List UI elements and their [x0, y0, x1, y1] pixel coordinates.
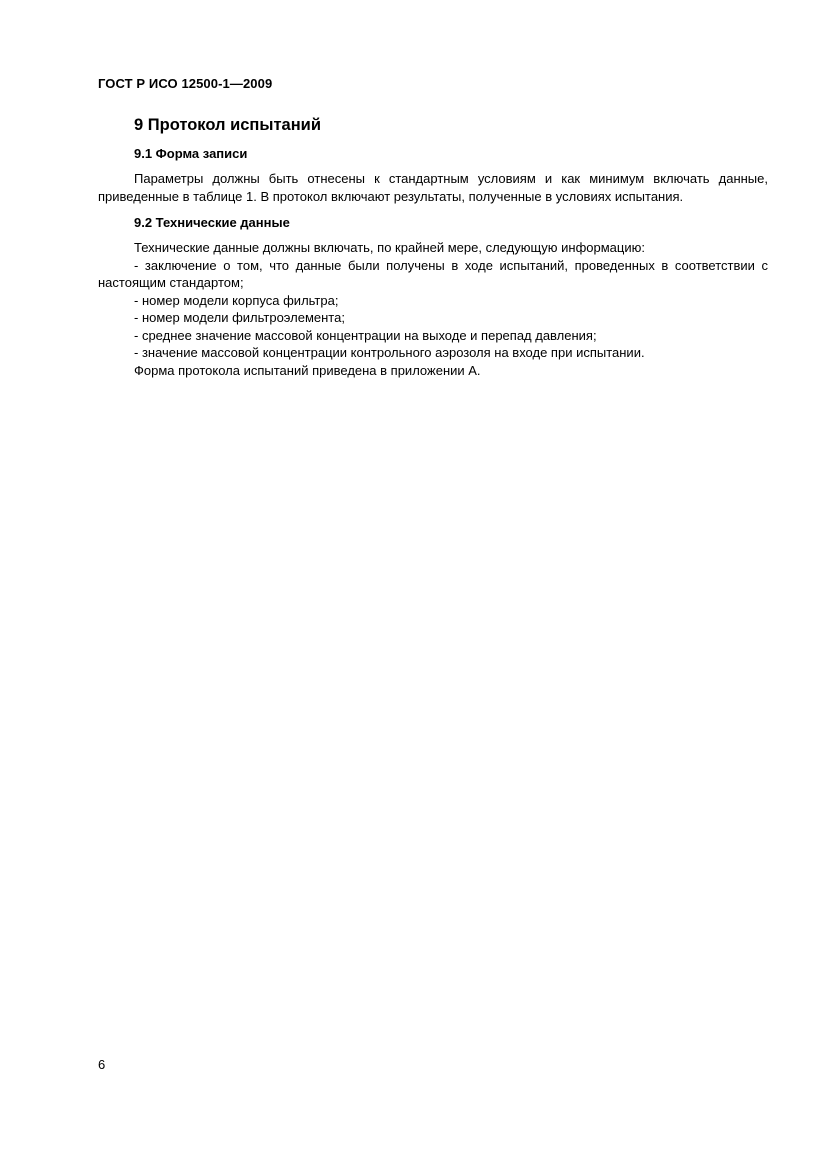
page-content — [98, 114, 768, 379]
document-identifier: ГОСТ Р ИСО 12500-1—2009 — [98, 76, 273, 91]
paragraph-technical-intro: Технические данные должны включать, по крайней мере, следующую информацию: — [134, 240, 645, 255]
paragraph-annex-reference: Форма протокола испытаний приведена в приложении А. — [134, 362, 481, 378]
subsection-title-9-2: 9.2 Технические данные — [134, 215, 290, 230]
list-item-mean-concentration: - среднее значение массовой концентрации на выходе и перепад давления; — [134, 327, 597, 343]
list-item-conclusion: - заключение о том, что данные были получены в ходе испытаний, проведенных в соответствии с настоящим стандартом; — [98, 257, 768, 290]
page-number: 6 — [98, 1057, 106, 1072]
section-title: 9 Протокол испытаний — [134, 116, 321, 134]
paragraph-record-form: Параметры должны быть отнесены к стандартным условиям и как минимум включать данные, приведенные в таблице 1. В протокол включают результаты, полученные в условиях испытания. — [98, 171, 768, 204]
list-item-challenge-concentration: - значение массовой концентрации контрольного аэрозоля на входе при испытании. — [134, 345, 645, 360]
list-item-element-model: - номер модели фильтроэлемента; — [134, 310, 345, 325]
subsection-title-9-1: 9.1 Форма записи — [134, 146, 248, 161]
list-item-housing-model: - номер модели корпуса фильтра; — [134, 292, 339, 308]
